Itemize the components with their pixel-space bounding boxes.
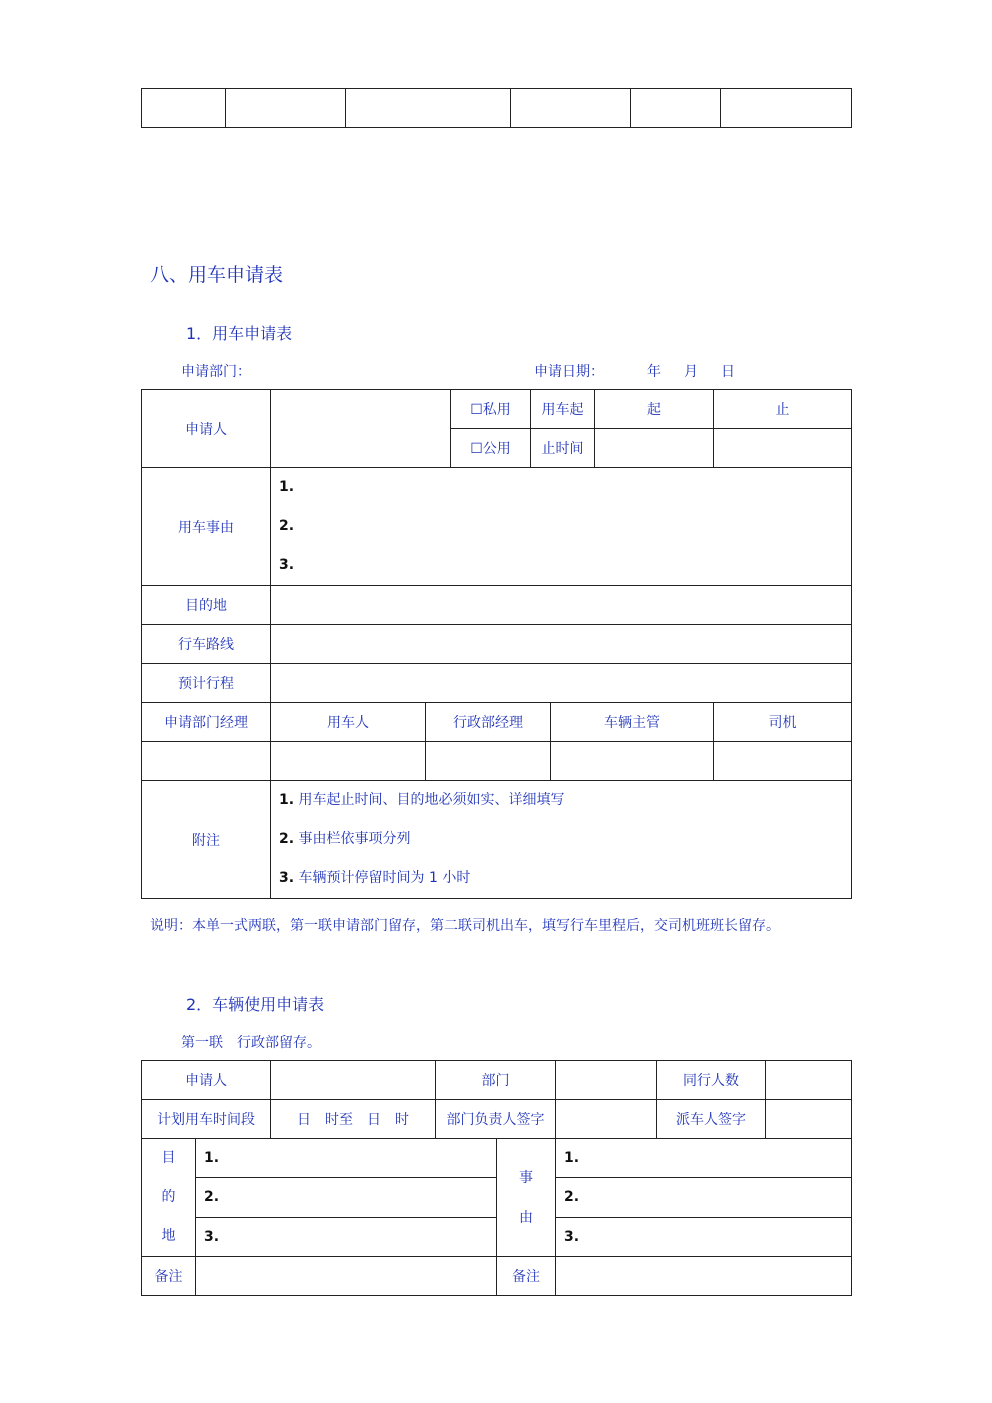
form2-copy-note: 第一联 行政部留存。 [181, 1035, 321, 1051]
destination-item-1: 1. [204, 1150, 220, 1167]
reason-item-3: 3. [279, 557, 295, 573]
reason-label-cell [142, 468, 271, 586]
sign-admin-manager-input[interactable] [426, 742, 551, 781]
time-period-input[interactable] [271, 1100, 436, 1139]
note-text: 事由栏依事项分列 [298, 831, 411, 847]
form1-dept-label: 申请部门： [181, 364, 251, 380]
form1-date-month: 月 [684, 364, 698, 380]
companions-label: 同行人数 [683, 1073, 739, 1089]
note-item [279, 820, 851, 859]
remark-right-label: 备注 [512, 1269, 540, 1285]
dept-head-sign-label-cell [436, 1100, 556, 1139]
remark-right-input[interactable] [556, 1257, 852, 1296]
applicant-label-cell [142, 1061, 271, 1100]
notes-content [271, 781, 852, 899]
start-label: 起 [647, 402, 661, 418]
destination-item-3: 3. [204, 1228, 220, 1245]
reason-label-cell [497, 1139, 556, 1257]
route-label: 行车路线 [178, 637, 234, 653]
note-num: 1. [279, 792, 295, 808]
reason-label: 用车事由 [178, 519, 234, 536]
note-num: 2. [279, 831, 295, 847]
private-use-checkbox[interactable] [451, 390, 531, 429]
end-time-input[interactable] [714, 429, 852, 468]
companions-label-cell [657, 1061, 766, 1100]
time-label-cell-1 [531, 390, 595, 429]
note-text: 车辆预计停留时间为 1 小时 [298, 870, 471, 886]
start-header [595, 390, 714, 429]
dispatcher-sign-label-cell [657, 1100, 766, 1139]
form1-date-day: 日 [721, 364, 735, 380]
remark-left-label-cell [142, 1257, 196, 1296]
destination-label-cell [142, 1139, 196, 1257]
end-label: 止 [775, 402, 790, 418]
form1-title: 1．用车申请表 [186, 324, 293, 343]
itinerary-input[interactable] [271, 664, 852, 703]
destination-input-2[interactable] [196, 1178, 497, 1217]
time-label-cell-2 [531, 429, 595, 468]
note-item [279, 781, 851, 820]
reason-input[interactable] [271, 468, 852, 586]
form2-title: 2．车辆使用申请表 [186, 995, 325, 1014]
destination-input-1[interactable] [196, 1139, 497, 1178]
sign-driver-input[interactable] [714, 742, 852, 781]
public-use-checkbox[interactable] [451, 429, 531, 468]
destination-label: 目的地 [185, 598, 227, 614]
note-num: 3. [279, 870, 295, 886]
dept-input[interactable] [556, 1061, 657, 1100]
reason-char: 事 [519, 1169, 533, 1186]
destination-input[interactable] [271, 586, 852, 625]
applicant-label: 申请人 [185, 421, 227, 438]
route-input[interactable] [271, 625, 852, 664]
destination-char: 地 [161, 1228, 176, 1244]
sign-header-label: 申请部门经理 [164, 715, 248, 731]
note-item [279, 859, 851, 898]
reason-item-2: 2. [279, 518, 295, 534]
reason-input-3[interactable] [556, 1217, 852, 1256]
destination-input-3[interactable] [196, 1217, 497, 1256]
dept-head-sign-label: 部门负责人签字 [446, 1112, 545, 1128]
applicant-label-cell [142, 390, 271, 468]
time-period-value: 日 时至 日 时 [297, 1112, 409, 1128]
sign-header-vehicle-supervisor [551, 703, 714, 742]
sign-header-label: 行政部经理 [453, 715, 523, 731]
form1-date-label: 申请日期： [534, 364, 604, 380]
remark-left-label: 备注 [154, 1269, 183, 1285]
sign-dept-manager-input[interactable] [142, 742, 271, 781]
destination-item-2: 2. [204, 1189, 220, 1206]
time-label-2: 止时间 [541, 441, 584, 457]
reason-char: 由 [519, 1209, 533, 1226]
time-period-label-cell [142, 1100, 271, 1139]
itinerary-label: 预计行程 [178, 676, 234, 692]
start-time-input[interactable] [595, 429, 714, 468]
sign-vehicle-supervisor-input[interactable] [551, 742, 714, 781]
dispatcher-sign-label: 派车人签字 [676, 1112, 746, 1128]
sign-header-dept-manager [142, 703, 271, 742]
dept-head-sign-input[interactable] [556, 1100, 657, 1139]
sign-header-driver [714, 703, 852, 742]
reason-input-2[interactable] [556, 1178, 852, 1217]
sign-header-label: 车辆主管 [604, 715, 660, 731]
notes-label: 附注 [192, 832, 220, 849]
destination-char: 目 [161, 1150, 176, 1166]
companions-input[interactable] [766, 1061, 852, 1100]
form1-explanation: 说明：本单一式两联，第一联申请部门留存，第二联司机出车，填写行车里程后，交司机班班长留存。 [150, 918, 780, 934]
sign-user-input[interactable] [271, 742, 426, 781]
applicant-input[interactable] [271, 390, 451, 468]
vehicle-usage-form-table [141, 1060, 852, 1296]
end-header [714, 390, 852, 429]
reason-item-3: 3. [564, 1228, 580, 1245]
destination-char: 的 [161, 1189, 176, 1205]
dept-label: 部门 [481, 1073, 510, 1089]
note-text: 用车起止时间、目的地必须如实、详细填写 [298, 792, 565, 808]
dispatcher-sign-input[interactable] [766, 1100, 852, 1139]
time-period-label: 计划用车时间段 [157, 1112, 255, 1128]
reason-input-1[interactable] [556, 1139, 852, 1178]
applicant-label: 申请人 [185, 1073, 227, 1089]
itinerary-label-cell [142, 664, 271, 703]
reason-item-1: 1. [564, 1150, 580, 1167]
dept-label-cell [436, 1061, 556, 1100]
public-use-label: ☐公用 [470, 441, 511, 457]
sign-header-label: 用车人 [327, 715, 369, 731]
reason-item-1: 1. [279, 479, 295, 495]
vehicle-request-form-table [141, 389, 852, 899]
applicant-input[interactable] [271, 1061, 436, 1100]
route-label-cell [142, 625, 271, 664]
notes-label-cell [142, 781, 271, 899]
destination-label-cell [142, 586, 271, 625]
form1-date-year: 年 [647, 364, 661, 380]
top-remnant-table [141, 88, 852, 128]
sign-header-user [271, 703, 426, 742]
section-title: 八、用车申请表 [150, 264, 284, 286]
sign-header-label: 司机 [768, 715, 797, 731]
remark-left-input[interactable] [196, 1257, 497, 1296]
time-label-1: 用车起 [541, 402, 584, 418]
private-use-label: ☐私用 [470, 402, 511, 418]
sign-header-admin-manager [426, 703, 551, 742]
remark-right-label-cell [497, 1257, 556, 1296]
reason-item-2: 2. [564, 1189, 580, 1206]
